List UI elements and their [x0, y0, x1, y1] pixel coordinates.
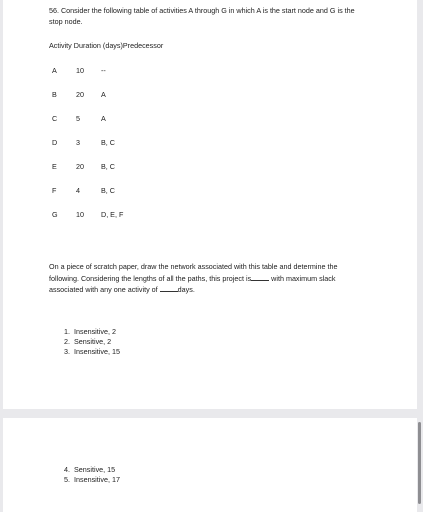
answer-option[interactable]	[64, 475, 120, 485]
option-number: 2.	[64, 337, 70, 346]
table-cell-activity: D	[52, 138, 58, 147]
answer-option[interactable]	[64, 465, 115, 475]
table-cell-predecessor: A	[101, 90, 106, 99]
option-text: Insensitive, 2	[74, 327, 116, 336]
option-text: Insensitive, 17	[74, 475, 120, 484]
instructions-part2: with maximum slack associated with any one activity of	[49, 273, 336, 294]
option-number: 4.	[64, 465, 70, 474]
table-cell-activity: C	[52, 114, 58, 123]
table-cell-activity: E	[52, 162, 57, 171]
table-cell-predecessor: A	[101, 114, 106, 123]
table-cell-predecessor: B, C	[101, 162, 115, 171]
table-cell-duration: 20	[76, 90, 84, 99]
option-text: Sensitive, 2	[74, 337, 112, 346]
table-cell-predecessor: B, C	[101, 138, 115, 147]
option-number: 5.	[64, 475, 70, 484]
instructions-part3: days.	[177, 285, 195, 294]
table-cell-duration: 4	[76, 186, 80, 195]
option-number: 3.	[64, 347, 70, 356]
option-text: Insensitive, 15	[74, 347, 120, 356]
table-cell-duration: 5	[76, 114, 80, 123]
table-cell-activity: B	[52, 90, 57, 99]
table-cell-duration: 3	[76, 138, 80, 147]
answer-blank-sensitivity	[251, 273, 269, 281]
option-number: 1.	[64, 327, 70, 336]
table-cell-predecessor: B, C	[101, 186, 115, 195]
table-cell-predecessor: D, E, F	[101, 210, 124, 219]
answer-option[interactable]	[64, 327, 116, 337]
option-text: Sensitive, 15	[74, 465, 116, 474]
table-cell-duration: 20	[76, 162, 84, 171]
table-cell-predecessor: --	[101, 66, 106, 75]
table-cell-activity: A	[52, 66, 57, 75]
instructions-paragraph	[49, 262, 354, 296]
answer-option[interactable]	[64, 347, 120, 357]
vertical-scrollbar[interactable]	[418, 422, 421, 504]
table-cell-activity: G	[52, 210, 58, 219]
answer-blank-slack	[160, 284, 178, 292]
question-text: 56. Consider the following table of activities A through G in which A is the start node and G is the stop node.	[49, 6, 355, 26]
instructions-part1: On a piece of scratch paper, draw the network associated with this table and determine the following. Considering the lengths of all the paths, this project is	[49, 262, 338, 283]
table-header: Activity Duration (days)Predecessor	[49, 41, 164, 50]
table-cell-duration: 10	[76, 210, 84, 219]
table-cell-duration: 10	[76, 66, 84, 75]
table-cell-activity: F	[52, 186, 57, 195]
answer-option[interactable]	[64, 337, 111, 347]
